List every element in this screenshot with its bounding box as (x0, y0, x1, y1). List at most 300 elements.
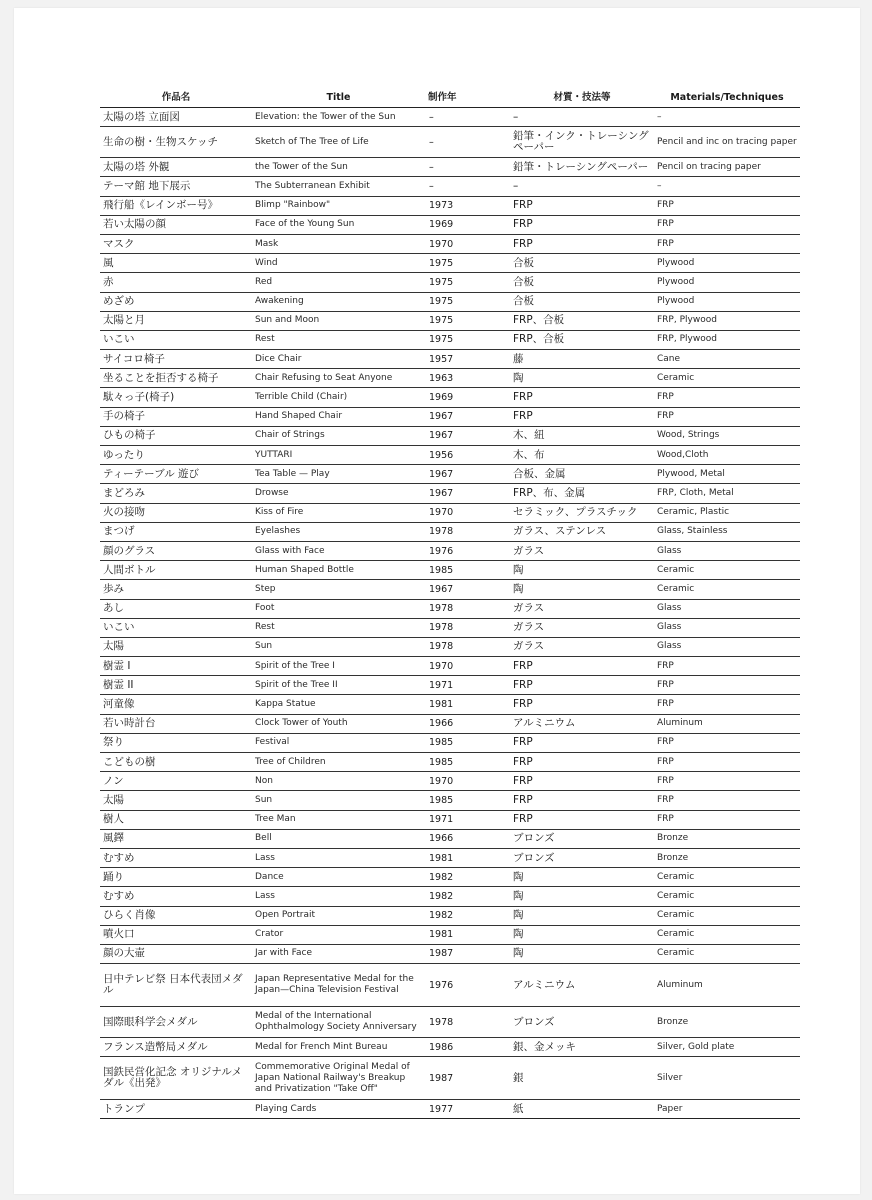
work-title-ja: 国鉄民営化記念 オリジナルメダル《出発》 (100, 1057, 252, 1100)
work-year: 1969 (425, 388, 510, 407)
table-row (100, 676, 800, 695)
work-title-en: the Tower of the Sun (252, 158, 425, 177)
work-year: 1967 (425, 407, 510, 426)
work-material-en: Plywood (654, 292, 800, 311)
work-material-ja: FRP (510, 388, 654, 407)
work-title-ja: 太陽 (100, 791, 252, 810)
work-year: 1978 (425, 599, 510, 618)
work-material-en: FRP (654, 407, 800, 426)
work-title-en: Tea Table — Play (252, 465, 425, 484)
work-year: 1970 (425, 234, 510, 253)
work-title-en: The Subterranean Exhibit (252, 177, 425, 196)
work-year: 1976 (425, 964, 510, 1007)
work-material-en: Glass (654, 541, 800, 560)
work-material-ja: 紙 (510, 1100, 654, 1119)
work-material-en: FRP (654, 196, 800, 215)
work-title-en: Kiss of Fire (252, 503, 425, 522)
work-title-ja: 太陽の塔 外観 (100, 158, 252, 177)
table-row (100, 177, 800, 196)
work-title-ja: 樹霊 II (100, 676, 252, 695)
work-material-en: Ceramic (654, 887, 800, 906)
work-title-en: Sun (252, 791, 425, 810)
work-title-ja: 噴火口 (100, 925, 252, 944)
work-title-en: Red (252, 273, 425, 292)
work-material-ja: 銀 (510, 1057, 654, 1100)
table-row (100, 426, 800, 445)
table-row (100, 561, 800, 580)
table-row (100, 925, 800, 944)
work-title-en: Spirit of the Tree II (252, 676, 425, 695)
work-title-en: Playing Cards (252, 1100, 425, 1119)
work-year: – (425, 127, 510, 158)
work-material-ja: FRP (510, 657, 654, 676)
work-title-en: Open Portrait (252, 906, 425, 925)
work-material-ja: ブロンズ (510, 848, 654, 867)
table-row (100, 254, 800, 273)
work-material-en: Glass (654, 637, 800, 656)
work-year: 1981 (425, 925, 510, 944)
work-title-en: Jar with Face (252, 944, 425, 963)
work-material-ja: 合板 (510, 254, 654, 273)
work-material-en: Aluminum (654, 964, 800, 1007)
work-title-en: Awakening (252, 292, 425, 311)
work-title-ja: 樹人 (100, 810, 252, 829)
work-title-ja: 顔のグラス (100, 541, 252, 560)
work-year: 1987 (425, 944, 510, 963)
table-body (100, 108, 800, 1119)
work-title-en: Dance (252, 868, 425, 887)
table-row (100, 234, 800, 253)
work-material-en: Silver, Gold plate (654, 1038, 800, 1057)
work-title-ja: 踊り (100, 868, 252, 887)
work-material-en: – (654, 108, 800, 127)
work-title-en: Sketch of The Tree of Life (252, 127, 425, 158)
work-material-ja: 陶 (510, 925, 654, 944)
work-material-ja: 合板 (510, 292, 654, 311)
work-material-en: FRP (654, 657, 800, 676)
work-material-ja: FRP、合板 (510, 330, 654, 349)
work-year: 1975 (425, 273, 510, 292)
work-year: 1975 (425, 330, 510, 349)
work-title-en: Non (252, 772, 425, 791)
work-year: 1973 (425, 196, 510, 215)
work-year: 1963 (425, 369, 510, 388)
table-row (100, 868, 800, 887)
work-title-ja: 樹霊 I (100, 657, 252, 676)
work-year: 1957 (425, 350, 510, 369)
work-title-ja: ひもの椅子 (100, 426, 252, 445)
work-material-en: Glass (654, 599, 800, 618)
work-title-ja: ひらく肖像 (100, 906, 252, 925)
work-title-ja: ノン (100, 772, 252, 791)
work-title-ja: 若い時計台 (100, 714, 252, 733)
work-title-ja: 太陽と月 (100, 311, 252, 330)
work-title-en: Sun (252, 637, 425, 656)
work-title-ja: テーマ館 地下展示 (100, 177, 252, 196)
work-title-ja: いこい (100, 618, 252, 637)
work-material-ja: FRP (510, 234, 654, 253)
work-title-en: Tree of Children (252, 753, 425, 772)
work-title-ja: 飛行船《レインボー号》 (100, 196, 252, 215)
work-title-en: Human Shaped Bottle (252, 561, 425, 580)
work-title-en: Rest (252, 330, 425, 349)
table-row (100, 580, 800, 599)
table-row (100, 791, 800, 810)
work-material-en: FRP (654, 388, 800, 407)
work-title-ja: 生命の樹・生物スケッチ (100, 127, 252, 158)
table-row (100, 810, 800, 829)
work-title-en: Eyelashes (252, 522, 425, 541)
work-year: 1970 (425, 503, 510, 522)
header-title-ja: 作品名 (100, 87, 252, 108)
work-material-en: Ceramic (654, 369, 800, 388)
work-title-ja: 国際眼科学会メダル (100, 1007, 252, 1038)
work-title-ja: 風鐸 (100, 829, 252, 848)
work-year: 1970 (425, 772, 510, 791)
work-material-en: FRP (654, 772, 800, 791)
table-header-row (100, 87, 800, 108)
table-row (100, 733, 800, 752)
work-material-en: Ceramic, Plastic (654, 503, 800, 522)
work-year: – (425, 108, 510, 127)
table-row (100, 887, 800, 906)
work-title-ja: 駄々っ子(椅子) (100, 388, 252, 407)
work-material-ja: ガラス (510, 618, 654, 637)
work-year: 1978 (425, 1007, 510, 1038)
work-material-ja: 陶 (510, 580, 654, 599)
work-year: 1978 (425, 637, 510, 656)
work-material-en: Bronze (654, 829, 800, 848)
work-title-ja: 手の椅子 (100, 407, 252, 426)
work-title-en: Face of the Young Sun (252, 215, 425, 234)
work-year: 1970 (425, 657, 510, 676)
table-row (100, 407, 800, 426)
table-row (100, 637, 800, 656)
work-year: 1982 (425, 868, 510, 887)
work-year: 1971 (425, 810, 510, 829)
work-material-en: Ceramic (654, 944, 800, 963)
table-row (100, 695, 800, 714)
work-material-en: Cane (654, 350, 800, 369)
table-row (100, 503, 800, 522)
work-title-ja: むすめ (100, 887, 252, 906)
work-material-en: FRP (654, 810, 800, 829)
table-row (100, 1007, 800, 1038)
work-title-en: Mask (252, 234, 425, 253)
table-row (100, 848, 800, 867)
work-title-ja: 火の接吻 (100, 503, 252, 522)
work-material-ja: アルミニウム (510, 714, 654, 733)
table-row (100, 1100, 800, 1119)
work-title-ja: 河童像 (100, 695, 252, 714)
work-title-en: Medal of the International Ophthalmology Society Anniversary (252, 1007, 425, 1038)
work-title-ja: サイコロ椅子 (100, 350, 252, 369)
work-material-ja: 陶 (510, 868, 654, 887)
work-year: 1982 (425, 887, 510, 906)
work-title-en: Japan Representative Medal for the Japan—China Television Festival (252, 964, 425, 1007)
work-title-ja: 祭り (100, 733, 252, 752)
work-year: 1966 (425, 829, 510, 848)
work-title-en: Step (252, 580, 425, 599)
work-year: 1967 (425, 580, 510, 599)
table-row (100, 215, 800, 234)
table-row (100, 465, 800, 484)
work-material-ja: FRP (510, 810, 654, 829)
work-material-en: FRP (654, 791, 800, 810)
work-title-en: Crator (252, 925, 425, 944)
work-year: 1967 (425, 484, 510, 503)
work-material-en: Plywood, Metal (654, 465, 800, 484)
work-material-ja: ガラス、ステンレス (510, 522, 654, 541)
work-title-ja: 歩み (100, 580, 252, 599)
work-material-ja: FRP (510, 215, 654, 234)
work-title-ja: こどもの樹 (100, 753, 252, 772)
work-title-en: Foot (252, 599, 425, 618)
work-material-ja: FRP (510, 407, 654, 426)
work-title-en: Kappa Statue (252, 695, 425, 714)
work-title-ja: ティーテーブル 遊び (100, 465, 252, 484)
work-title-ja: 坐ることを拒否する椅子 (100, 369, 252, 388)
work-material-ja: FRP (510, 695, 654, 714)
work-material-ja: 陶 (510, 369, 654, 388)
work-year: – (425, 158, 510, 177)
work-material-ja: – (510, 177, 654, 196)
work-material-en: FRP (654, 676, 800, 695)
work-title-en: Spirit of the Tree I (252, 657, 425, 676)
table-row (100, 541, 800, 560)
work-material-ja: 陶 (510, 887, 654, 906)
work-title-en: Blimp "Rainbow" (252, 196, 425, 215)
work-year: 1969 (425, 215, 510, 234)
work-material-en: Ceramic (654, 580, 800, 599)
table-row (100, 158, 800, 177)
work-title-en: Elevation: the Tower of the Sun (252, 108, 425, 127)
work-material-ja: ガラス (510, 541, 654, 560)
work-title-en: Chair Refusing to Seat Anyone (252, 369, 425, 388)
table-row (100, 484, 800, 503)
work-year: 1985 (425, 733, 510, 752)
work-title-ja: むすめ (100, 848, 252, 867)
work-material-en: Paper (654, 1100, 800, 1119)
work-year: 1987 (425, 1057, 510, 1100)
table-row (100, 944, 800, 963)
work-title-ja: あし (100, 599, 252, 618)
works-table (100, 87, 800, 1119)
work-material-ja: FRP (510, 772, 654, 791)
work-title-en: Medal for French Mint Bureau (252, 1038, 425, 1057)
work-year: 1986 (425, 1038, 510, 1057)
work-title-ja: まどろみ (100, 484, 252, 503)
work-material-ja: 鉛筆・インク・トレーシングペーパー (510, 127, 654, 158)
work-title-en: Drowse (252, 484, 425, 503)
work-title-ja: 太陽の塔 立面図 (100, 108, 252, 127)
table-row (100, 330, 800, 349)
table-row (100, 1038, 800, 1057)
work-year: 1985 (425, 561, 510, 580)
table-row (100, 829, 800, 848)
table-row (100, 369, 800, 388)
work-title-en: Sun and Moon (252, 311, 425, 330)
work-material-en: Bronze (654, 1007, 800, 1038)
work-material-en: Ceramic (654, 906, 800, 925)
work-material-ja: 陶 (510, 561, 654, 580)
table-row (100, 522, 800, 541)
work-material-ja: 鉛筆・トレーシングペーパー (510, 158, 654, 177)
work-year: 1967 (425, 426, 510, 445)
table-row (100, 350, 800, 369)
work-material-en: FRP (654, 753, 800, 772)
work-year: 1967 (425, 465, 510, 484)
work-material-en: Wood, Strings (654, 426, 800, 445)
work-material-ja: ブロンズ (510, 829, 654, 848)
work-title-ja: 太陽 (100, 637, 252, 656)
work-material-en: FRP (654, 234, 800, 253)
work-material-ja: ガラス (510, 599, 654, 618)
work-material-en: Silver (654, 1057, 800, 1100)
table-row (100, 618, 800, 637)
work-year: 1975 (425, 292, 510, 311)
table-row (100, 714, 800, 733)
work-material-ja: 陶 (510, 944, 654, 963)
work-title-en: Hand Shaped Chair (252, 407, 425, 426)
work-title-en: Chair of Strings (252, 426, 425, 445)
table-row (100, 196, 800, 215)
work-year: – (425, 177, 510, 196)
work-material-ja: 陶 (510, 906, 654, 925)
work-material-ja: ガラス (510, 637, 654, 656)
work-material-en: Ceramic (654, 868, 800, 887)
work-title-en: Commemorative Original Medal of Japan National Railway's Breakup and Privatization "Take Off" (252, 1057, 425, 1100)
work-year: 1966 (425, 714, 510, 733)
work-material-en: Glass (654, 618, 800, 637)
work-year: 1975 (425, 254, 510, 273)
work-year: 1976 (425, 541, 510, 560)
work-title-en: YUTTARI (252, 446, 425, 465)
work-title-ja: マスク (100, 234, 252, 253)
work-title-en: Tree Man (252, 810, 425, 829)
work-material-en: Bronze (654, 848, 800, 867)
work-material-en: FRP, Cloth, Metal (654, 484, 800, 503)
work-material-en: – (654, 177, 800, 196)
work-material-ja: FRP (510, 791, 654, 810)
work-year: 1975 (425, 311, 510, 330)
work-title-en: Bell (252, 829, 425, 848)
work-material-ja: 藤 (510, 350, 654, 369)
work-material-en: Plywood (654, 273, 800, 292)
work-title-ja: フランス造幣局メダル (100, 1038, 252, 1057)
work-title-en: Dice Chair (252, 350, 425, 369)
work-title-ja: 赤 (100, 273, 252, 292)
work-material-en: Aluminum (654, 714, 800, 733)
table-row (100, 292, 800, 311)
work-title-en: Lass (252, 887, 425, 906)
work-year: 1982 (425, 906, 510, 925)
table-row (100, 127, 800, 158)
work-material-ja: 合板、金属 (510, 465, 654, 484)
work-material-en: FRP (654, 215, 800, 234)
work-material-ja: セラミック、プラスチック (510, 503, 654, 522)
work-material-ja: FRP (510, 196, 654, 215)
work-material-en: Glass, Stainless (654, 522, 800, 541)
table-row (100, 772, 800, 791)
work-title-ja: 若い太陽の顔 (100, 215, 252, 234)
work-title-en: Terrible Child (Chair) (252, 388, 425, 407)
work-title-ja: トランプ (100, 1100, 252, 1119)
table-row (100, 906, 800, 925)
table-row (100, 964, 800, 1007)
work-material-ja: FRP、合板 (510, 311, 654, 330)
work-year: 1978 (425, 522, 510, 541)
work-year: 1977 (425, 1100, 510, 1119)
work-title-en: Rest (252, 618, 425, 637)
work-year: 1981 (425, 695, 510, 714)
header-title-en: Title (252, 87, 425, 108)
work-material-ja: FRP (510, 733, 654, 752)
work-material-ja: 合板 (510, 273, 654, 292)
work-material-en: FRP, Plywood (654, 311, 800, 330)
work-material-ja: 銀、金メッキ (510, 1038, 654, 1057)
work-title-ja: まつげ (100, 522, 252, 541)
work-material-en: Pencil and inc on tracing paper (654, 127, 800, 158)
work-title-en: Wind (252, 254, 425, 273)
work-title-ja: ゆったり (100, 446, 252, 465)
work-material-ja: 木、布 (510, 446, 654, 465)
work-material-en: FRP (654, 733, 800, 752)
work-year: 1956 (425, 446, 510, 465)
work-material-ja: – (510, 108, 654, 127)
work-material-en: Ceramic (654, 561, 800, 580)
work-title-ja: 顔の大壷 (100, 944, 252, 963)
table-row (100, 273, 800, 292)
table-row (100, 108, 800, 127)
work-title-en: Clock Tower of Youth (252, 714, 425, 733)
table-row (100, 311, 800, 330)
work-title-ja: 人間ボトル (100, 561, 252, 580)
table-row (100, 1057, 800, 1100)
work-title-ja: 風 (100, 254, 252, 273)
work-year: 1978 (425, 618, 510, 637)
work-material-ja: アルミニウム (510, 964, 654, 1007)
work-material-ja: FRP、布、金属 (510, 484, 654, 503)
header-material-ja: 材質・技法等 (510, 87, 654, 108)
document-page (14, 8, 860, 1194)
header-material-en: Materials/Techniques (654, 87, 800, 108)
work-year: 1971 (425, 676, 510, 695)
work-title-ja: めざめ (100, 292, 252, 311)
work-material-en: Pencil on tracing paper (654, 158, 800, 177)
work-title-en: Festival (252, 733, 425, 752)
work-material-ja: 木、紐 (510, 426, 654, 445)
work-title-ja: いこい (100, 330, 252, 349)
table-row (100, 657, 800, 676)
work-material-ja: FRP (510, 676, 654, 695)
table-row (100, 599, 800, 618)
table-row (100, 388, 800, 407)
work-year: 1985 (425, 791, 510, 810)
work-material-en: Plywood (654, 254, 800, 273)
work-material-ja: ブロンズ (510, 1007, 654, 1038)
work-material-en: FRP (654, 695, 800, 714)
table-row (100, 753, 800, 772)
work-material-en: Wood,Cloth (654, 446, 800, 465)
work-material-en: FRP, Plywood (654, 330, 800, 349)
work-year: 1981 (425, 848, 510, 867)
table-row (100, 446, 800, 465)
work-material-ja: FRP (510, 753, 654, 772)
work-title-en: Glass with Face (252, 541, 425, 560)
work-title-ja: 日中テレビ祭 日本代表団メダル (100, 964, 252, 1007)
work-material-en: Ceramic (654, 925, 800, 944)
